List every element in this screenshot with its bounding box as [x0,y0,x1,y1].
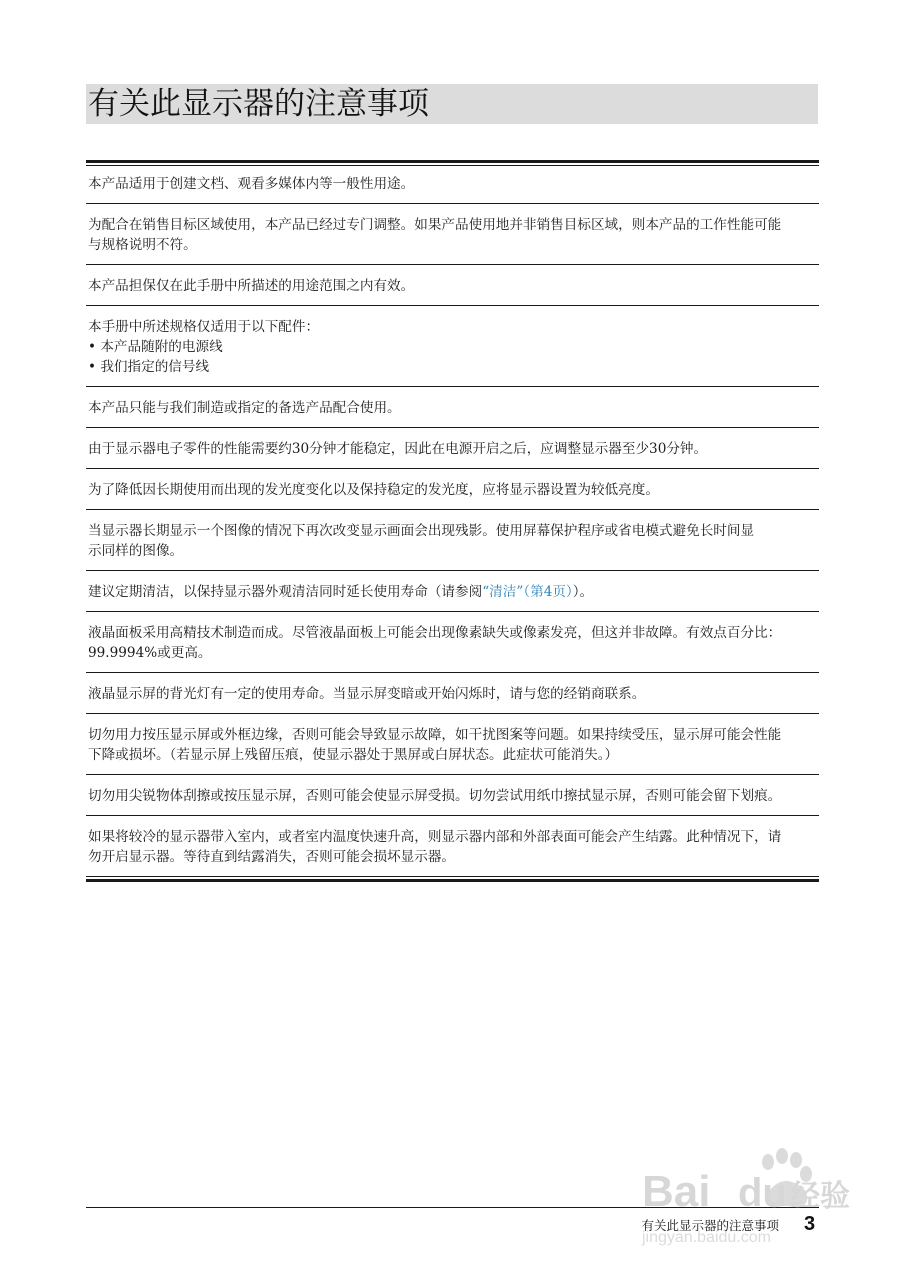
notice-item [86,571,819,612]
bullet-item: • 本产品随附的电源线 [88,339,223,355]
notice-text: 切勿用力按压显示屏或外框边缘，否则可能会导致显示故障，如干扰图案等问题。如果持续受压，显示屏可能会性能 [88,727,782,743]
notice-text: 99.9994%或更高。 [88,645,212,661]
notice-item [86,204,819,265]
baidu-watermark-logo [640,1142,850,1262]
notice-item [86,612,819,673]
notice-item [86,714,819,775]
notice-item [86,816,819,877]
notice-item [86,306,819,387]
page-title-bar [86,84,818,124]
top-thin-rule [86,165,819,166]
bullet-item: • 我们指定的信号线 [88,359,210,375]
notice-text: 本产品担保仅在此手册中所描述的用途范围之内有效。 [88,278,415,294]
notice-text: 液晶面板采用高精技术制造而成。尽管液晶面板上可能会出现像素缺失或像素发亮，但这并非故障。有效点百分比： [88,625,782,641]
bottom-double-rule [86,879,819,886]
notice-item [86,265,819,306]
svg-text:Bai: Bai [642,1167,711,1216]
notice-text: 本产品只能与我们制造或指定的备选产品配合使用。 [88,400,401,416]
notice-text-with-link [88,582,817,602]
notice-text: 当显示器长期显示一个图像的情况下再次改变显示画面会出现残影。使用屏幕保护程序或省电模式避免长时间显 [88,523,755,539]
notice-text: ）。 [572,584,594,600]
notice-text: 本手册中所述规格仅适用于以下配件： [88,319,320,335]
notice-text: 液晶显示屏的背光灯有一定的使用寿命。当显示屏变暗或开始闪烁时，请与您的经销商联系。 [88,686,646,702]
notice-item [86,510,819,571]
svg-text:经验: 经验 [790,1179,850,1214]
notice-item [86,775,819,816]
notice-item [86,387,819,428]
svg-text:du: du [738,1171,787,1215]
notice-text: 如果将较冷的显示器带入室内，或者室内温度快速升高，则显示器内部和外部表面可能会产生结露。此种情况下，请 [88,829,782,845]
notice-item [86,428,819,469]
svg-text:jingyan.baidu.com: jingyan.baidu.com [642,1229,771,1246]
notice-item [86,673,819,714]
notice-list [86,160,819,886]
notice-item [86,469,819,510]
notice-text: 与规格说明不符。 [88,237,197,253]
notice-text: 建议定期清洁，以保持显示器外观清洁同时延长使用寿命（请参阅 [88,584,483,600]
cleaning-page-link[interactable]: “清洁”（第4页） [482,584,573,600]
notice-text: 勿开启显示器。等待直到结露消失，否则可能会损坏显示器。 [88,849,456,865]
notice-text: 切勿用尖锐物体刮擦或按压显示屏，否则可能会使显示屏受损。切勿尝试用纸巾擦拭显示屏，否则可能会留下划痕。 [88,788,782,804]
notice-text: 示同样的图像。 [88,543,184,559]
notice-text: 本产品适用于创建文档、观看多媒体内等一般性用途。 [88,176,415,192]
page-number: 3 [804,1213,816,1235]
footer-section-title: 有关此显示器的注意事项 [641,1218,779,1233]
page-title: 有关此显示器的注意事项 [88,86,429,122]
notice-item [86,163,819,204]
notice-text: 为了降低因长期使用而出现的发光度变化以及保持稳定的发光度，应将显示器设置为较低亮度。 [88,482,659,498]
notice-text: 为配合在销售目标区域使用，本产品已经过专门调整。如果产品使用地并非销售目标区域，则本产品的工作性能可能 [88,217,782,233]
notice-text: 由于显示器电子零件的性能需要约30分钟才能稳定，因此在电源开启之后，应调整显示器至少30分钟。 [88,441,708,457]
notice-text: 下降或损坏。（若显示屏上残留压痕，使显示器处于黑屏或白屏状态。此症状可能消失。） [88,747,619,763]
